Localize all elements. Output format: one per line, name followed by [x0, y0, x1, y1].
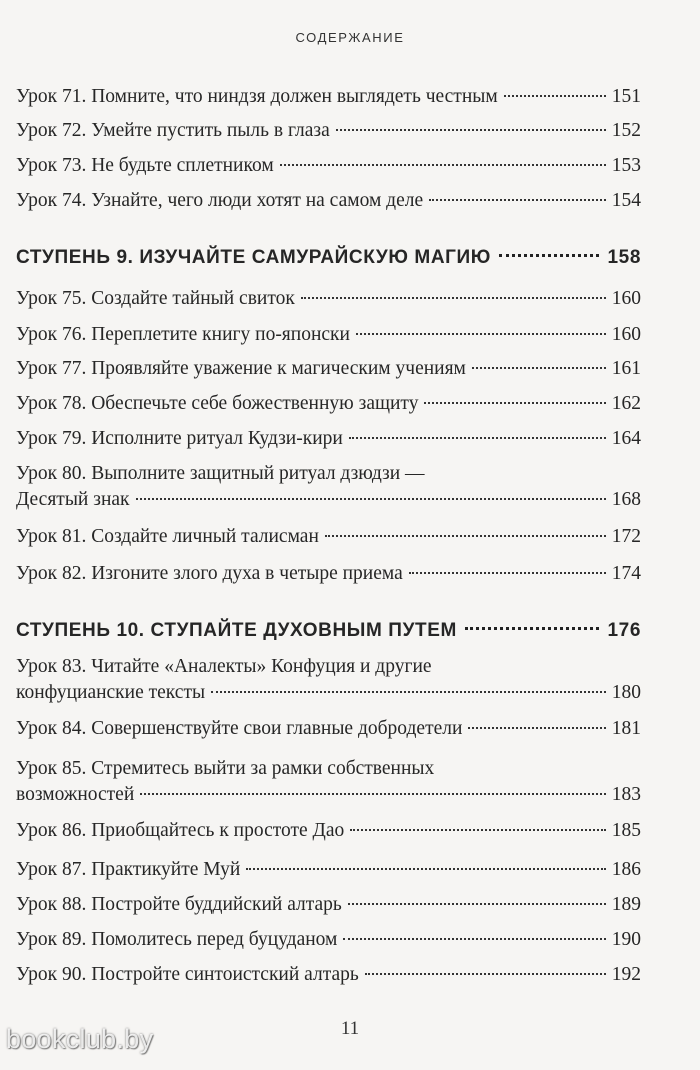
dot-leader: [465, 627, 600, 630]
toc-entry-page: 174: [611, 563, 641, 584]
toc-entry-page: 153: [611, 155, 641, 176]
toc-entry-title-line2: конфуцианские тексты: [16, 682, 206, 703]
toc-entry-title: Урок 89. Помолитесь перед буцуданом: [16, 929, 338, 950]
toc-entry-title-line1: Урок 80. Выполните защитный ритуал дзюдзи —: [16, 463, 425, 484]
toc-entry-title: Урок 76. Переплетите книгу по-японски: [16, 324, 350, 345]
toc-entry: [16, 318, 641, 352]
dot-leader: [468, 727, 605, 729]
toc-entry-title: Урок 84. Совершенствуйте свои главные добродетели: [16, 718, 463, 739]
toc-entry: [16, 676, 641, 710]
section-page: 176: [607, 620, 641, 641]
dot-leader: [336, 129, 606, 131]
dot-leader: [350, 829, 605, 831]
toc-entry-page: 162: [611, 393, 641, 414]
toc-entry-page: 189: [611, 894, 641, 915]
toc-entry-page: 183: [611, 784, 641, 805]
toc-entry-page: 160: [611, 288, 641, 309]
toc-entry-title: Урок 82. Изгоните злого духа в четыре приема: [16, 563, 403, 584]
toc-entry-page: 152: [611, 120, 641, 141]
toc-entry: [16, 958, 641, 992]
section-page: 158: [607, 247, 641, 268]
toc-entry-title: Урок 87. Практикуйте Муй: [16, 859, 241, 880]
toc-entry: [16, 184, 641, 218]
toc-entry: [16, 814, 641, 848]
toc-entry: [16, 923, 641, 957]
page-number: 11: [340, 1018, 360, 1039]
dot-leader: [499, 254, 600, 257]
toc-entry: [16, 80, 641, 114]
toc-entry-title-line1: Урок 85. Стремитесь выйти за рамки собственных: [16, 758, 435, 779]
toc-entry-page: 186: [611, 859, 641, 880]
toc-entry-page: 151: [611, 86, 641, 107]
dot-leader: [140, 793, 605, 795]
toc-entry-title: Урок 79. Исполните ритуал Кудзи-кири: [16, 428, 343, 449]
toc-entry-title: Урок 74. Узнайте, чего люди хотят на самом деле: [16, 190, 424, 211]
toc-entry: [16, 888, 641, 922]
toc-entry-page: 192: [611, 964, 641, 985]
toc-entry-page: 160: [611, 324, 641, 345]
toc-section-heading: [16, 241, 641, 275]
toc-entry: [16, 352, 641, 386]
toc-entry-title: Урок 86. Приобщайтесь к простоте Дао: [16, 820, 345, 841]
toc-entry: [16, 520, 641, 554]
toc-entry: [16, 853, 641, 887]
toc-entry-title: Урок 71. Помните, что ниндзя должен выглядеть честным: [16, 86, 498, 107]
toc-entry: [16, 282, 641, 316]
toc-entry: [16, 712, 641, 746]
toc-entry: [16, 114, 641, 148]
dot-leader: [301, 297, 606, 299]
toc-entry: [16, 387, 641, 421]
dot-leader: [424, 402, 605, 404]
toc-entry-page: 185: [611, 820, 641, 841]
toc-entry-title: Урок 81. Создайте личный талисман: [16, 526, 319, 547]
toc-entry-title: Урок 90. Постройте синтоистский алтарь: [16, 964, 359, 985]
toc-entry-page: 161: [611, 358, 641, 379]
toc-entry-title: Урок 75. Создайте тайный свиток: [16, 288, 295, 309]
toc-entry-title: Урок 88. Постройте буддийский алтарь: [16, 894, 342, 915]
toc-entry: [16, 483, 641, 517]
dot-leader: [348, 903, 606, 905]
toc-entry-title-line2: возможностей: [16, 784, 135, 805]
dot-leader: [136, 498, 606, 500]
dot-leader: [504, 95, 606, 97]
dot-leader: [365, 973, 606, 975]
dot-leader: [343, 938, 605, 940]
toc-entry-title: Урок 72. Умейте пустить пыль в глаза: [16, 120, 330, 141]
toc-entry: [16, 422, 641, 456]
toc-section-heading: [16, 614, 641, 648]
toc-entry: [16, 778, 641, 812]
dot-leader: [325, 535, 606, 537]
watermark: bookclub.by: [6, 1024, 154, 1054]
toc-entry-page: 154: [611, 190, 641, 211]
dot-leader: [349, 437, 606, 439]
dot-leader: [280, 164, 606, 166]
toc-entry-page: 180: [611, 682, 641, 703]
toc-entry-title-line1: Урок 83. Читайте «Аналекты» Конфуция и другие: [16, 656, 432, 677]
dot-leader: [429, 199, 606, 201]
toc-entry-title-line2: Десятый знак: [16, 489, 130, 510]
section-title: СТУПЕНЬ 10. СТУПАЙТЕ ДУХОВНЫМ ПУТЕМ: [16, 620, 457, 641]
dot-leader: [409, 572, 606, 574]
toc-entry-page: 172: [611, 526, 641, 547]
toc-entry: [16, 149, 641, 183]
toc-entry-title: Урок 77. Проявляйте уважение к магическим учениям: [16, 358, 466, 379]
toc-entry-title: Урок 78. Обеспечьте себе божественную защиту: [16, 393, 419, 414]
toc-entry-page: 164: [611, 428, 641, 449]
toc-entry-page: 190: [611, 929, 641, 950]
toc-entry-page: 168: [611, 489, 641, 510]
dot-leader: [356, 333, 606, 335]
toc-entry-page: 181: [611, 718, 641, 739]
page-header: СОДЕРЖАНИЕ: [295, 30, 405, 45]
toc-entry: [16, 557, 641, 591]
toc-entry-title: Урок 73. Не будьте сплетником: [16, 155, 274, 176]
section-title: СТУПЕНЬ 9. ИЗУЧАЙТЕ САМУРАЙСКУЮ МАГИЮ: [16, 247, 491, 268]
dot-leader: [211, 691, 606, 693]
dot-leader: [472, 367, 606, 369]
dot-leader: [246, 868, 605, 870]
